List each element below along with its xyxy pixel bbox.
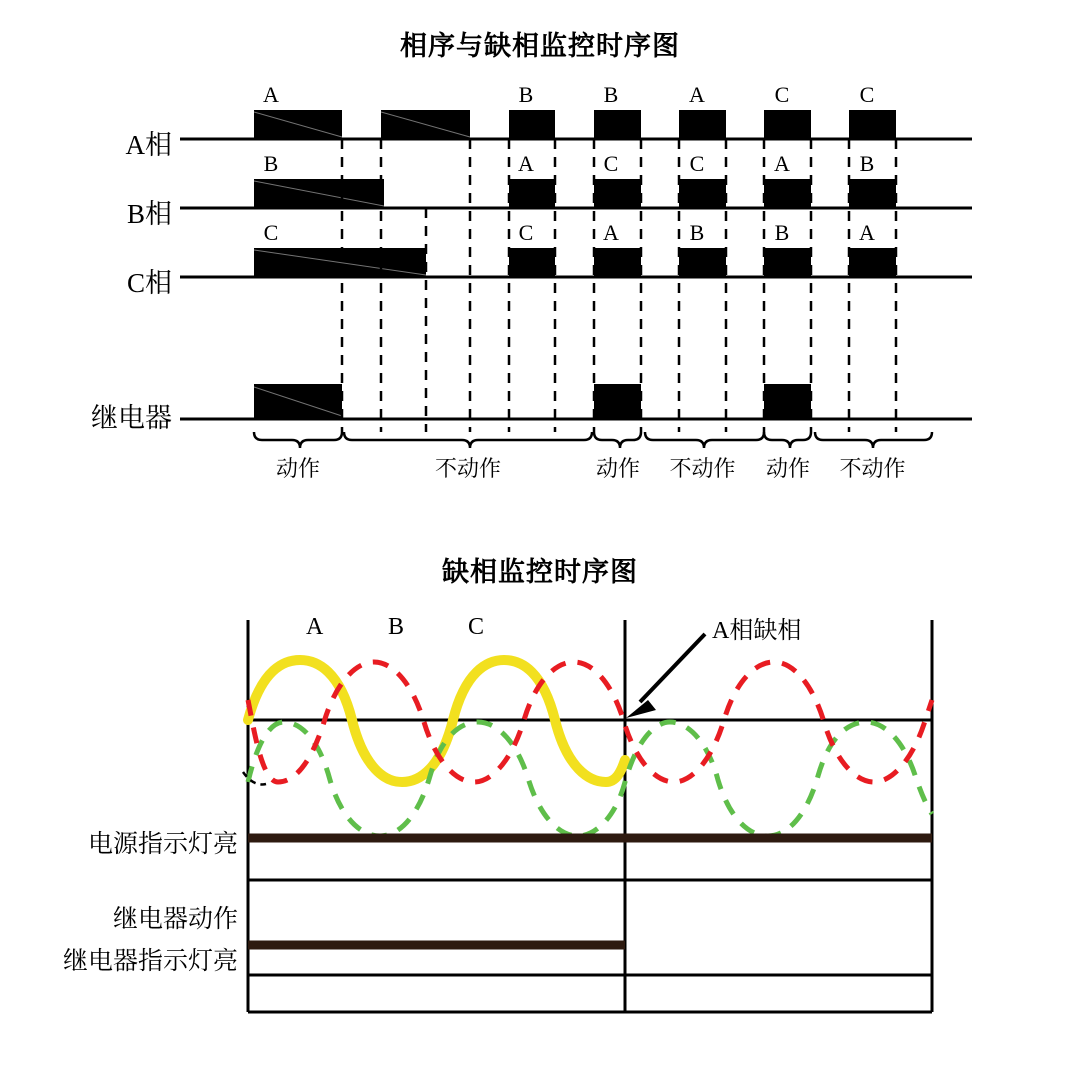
row-label-relay: 继电器 — [91, 403, 172, 433]
brace-label-1: 动作 — [275, 456, 320, 481]
wave-label-a: A — [306, 614, 324, 640]
pulse-label-b-2: A — [518, 151, 534, 176]
pulse-label-c-1: C — [263, 220, 279, 245]
pulse-label-c-3: A — [603, 220, 619, 245]
phase-b-pulses — [254, 179, 896, 208]
brace-label-3: 动作 — [595, 456, 640, 481]
annotation-arrow — [626, 634, 705, 718]
relay-pulses — [254, 384, 811, 419]
row-label-phase-b: B相 — [126, 199, 172, 229]
row-label-phase-a: A相 — [125, 130, 172, 160]
relay-indicator-label: 继电器指示灯亮 — [62, 948, 238, 975]
bottom-chart-title: 缺相监控时序图 — [442, 557, 638, 587]
pulse-label-b-3: C — [603, 151, 619, 176]
pulse-label-b-5: A — [774, 151, 790, 176]
brace-label-4: 不动作 — [669, 456, 736, 481]
brace-label-6: 不动作 — [839, 456, 906, 481]
brace-group — [254, 432, 932, 448]
pulse-label-b-1: B — [263, 151, 279, 176]
pulse-label-a-5: C — [774, 82, 790, 107]
relay-action-label: 继电器动作 — [112, 906, 238, 933]
bottom-chart-axes — [248, 620, 932, 1012]
pulse-label-c-6: A — [859, 220, 875, 245]
phase-c-pulses — [254, 248, 896, 277]
pulse-label-a-6: C — [859, 82, 875, 107]
pulse-label-a-4: A — [689, 82, 705, 107]
wave-label-b: B — [388, 614, 405, 640]
brace-label-5: 动作 — [765, 456, 810, 481]
phase-a-pulses — [254, 110, 896, 139]
top-chart-title: 相序与缺相监控时序图 — [400, 31, 680, 61]
phase-loss-annotation: A相缺相 — [712, 618, 802, 644]
pulse-label-b-4: C — [689, 151, 705, 176]
pulse-label-a-2: B — [518, 82, 534, 107]
pulse-label-c-4: B — [689, 220, 705, 245]
pulse-label-a-3: B — [603, 82, 619, 107]
brace-label-2: 不动作 — [434, 456, 501, 481]
pulse-label-c-5: B — [774, 220, 790, 245]
power-indicator-label: 电源指示灯亮 — [87, 831, 238, 858]
pulse-label-c-2: C — [518, 220, 534, 245]
wave-label-c: C — [468, 614, 485, 640]
pulse-label-b-6: B — [859, 151, 875, 176]
row-label-phase-c: C相 — [126, 268, 172, 298]
pulse-label-a-1: A — [263, 82, 279, 107]
